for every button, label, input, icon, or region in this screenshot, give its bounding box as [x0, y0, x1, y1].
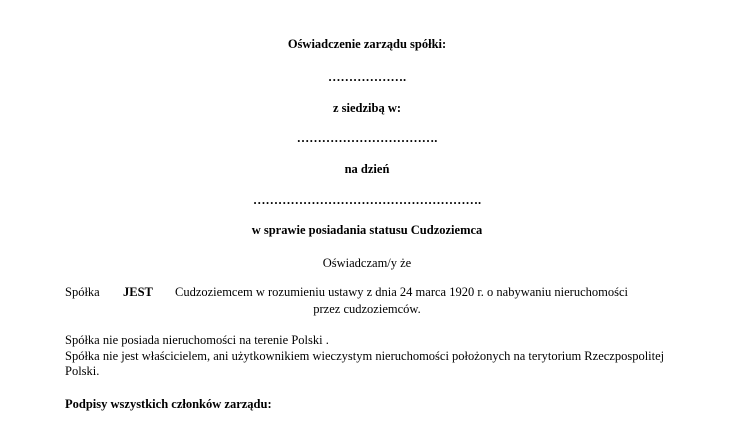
statement-status: JEST [123, 285, 153, 299]
paragraph-no-property: Spółka nie posiada nieruchomości na terenie Polski . [65, 333, 329, 347]
paragraph-not-owner-line-1: Spółka nie jest właścicielem, ani użytkownikiem wieczystym nieruchomości położonych na terytorium Rzeczpospolitej [65, 349, 665, 363]
company-placeholder: ………………. [327, 70, 407, 84]
date-label: na dzień [344, 162, 390, 176]
subject-heading: w sprawie posiadania statusu Cudzoziemca [251, 223, 483, 237]
seat-label: z siedzibą w: [332, 101, 402, 115]
seat-placeholder: ……………………………. [296, 131, 438, 145]
document-title: Oświadczenie zarządu spółki: [287, 37, 447, 51]
statement-line-2: przez cudzoziemców. [313, 302, 421, 316]
date-placeholder: ………………………………………………. [252, 193, 482, 207]
signatures-label: Podpisy wszystkich członków zarządu: [65, 397, 272, 411]
statement-line-1: Cudzoziemcem w rozumieniu ustawy z dnia 24 marca 1920 r. o nabywaniu nieruchomości [175, 285, 628, 299]
paragraph-not-owner-line-2: Polski. [65, 364, 100, 378]
declaration-intro: Oświadczam/y że [322, 256, 412, 270]
statement-subject: Spółka [65, 285, 100, 299]
